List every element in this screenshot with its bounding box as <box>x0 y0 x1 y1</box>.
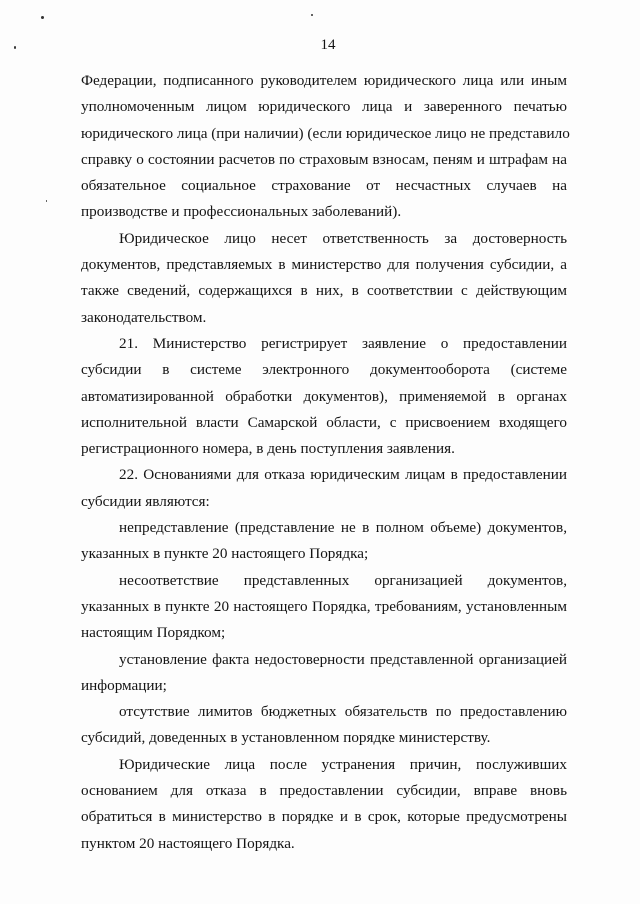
text-line: справку о состоянии расчетов по страховым взносам, пеням и штрафам на <box>81 150 567 168</box>
text-line: юридического лица (при наличии) (если юридическое лицо не представило <box>81 124 570 142</box>
text-line: установление факта недостоверности представленной организацией <box>119 650 567 668</box>
scan-speck <box>41 16 44 19</box>
text-line: настоящим Порядком; <box>81 624 226 642</box>
text-line: регистрационного номера, в день поступления заявления. <box>81 440 455 458</box>
text-line: также сведений, содержащихся в них, в соответствии с действующим <box>81 282 567 300</box>
text-line: законодательством. <box>81 308 207 326</box>
page-number: 14 <box>320 37 336 53</box>
text-line: пунктом 20 настоящего Порядка. <box>81 834 295 852</box>
document-body <box>81 68 570 857</box>
scan-speck <box>46 200 47 202</box>
text-line: обратиться в министерство в порядке и в срок, которые предусмотрены <box>81 808 567 826</box>
text-line: отсутствие лимитов бюджетных обязательств по предоставлению <box>119 703 567 721</box>
text-line: указанных в пункте 20 настоящего Порядка; <box>81 545 369 563</box>
text-line: 22. Основаниями для отказа юридическим лицам в предоставлении <box>119 466 567 484</box>
text-line: Федерации, подписанного руководителем юридического лица или иным <box>81 72 567 89</box>
text-line: субсидии в системе электронного документооборота (системе <box>81 361 567 379</box>
text-line: автоматизированной обработки документов), применяемой в органах <box>81 387 567 405</box>
text-line: субсидии являются: <box>81 492 210 510</box>
text-line: субсидий, доведенных в установленном порядке министерству. <box>81 729 491 747</box>
text-line: 21. Министерство регистрирует заявление о предоставлении <box>119 334 567 352</box>
text-line: непредставление (представление не в полном объеме) документов, <box>119 519 567 537</box>
text-line: исполнительной власти Самарской области, с присвоением входящего <box>81 413 567 431</box>
text-line: обязательное социальное страхование от несчастных случаев на <box>81 177 567 195</box>
text-line: Юридическое лицо несет ответственность за достоверность <box>119 229 567 247</box>
text-line: указанных в пункте 20 настоящего Порядка, требованиям, установленным <box>81 597 567 615</box>
text-line: информации; <box>81 676 167 694</box>
text-line: несоответствие представленных организацией документов, <box>119 571 567 589</box>
text-line: Юридические лица после устранения причин, послуживших <box>119 755 567 773</box>
text-line: уполномоченным лицом юридического лица и заверенного печатью <box>81 98 567 116</box>
scan-speck <box>311 14 313 16</box>
text-line: производстве и профессиональных заболеваний). <box>81 203 402 221</box>
text-line: документов, представляемых в министерство для получения субсидии, а <box>81 256 567 274</box>
text-line: основанием для отказа в предоставлении субсидии, вправе вновь <box>81 782 567 800</box>
